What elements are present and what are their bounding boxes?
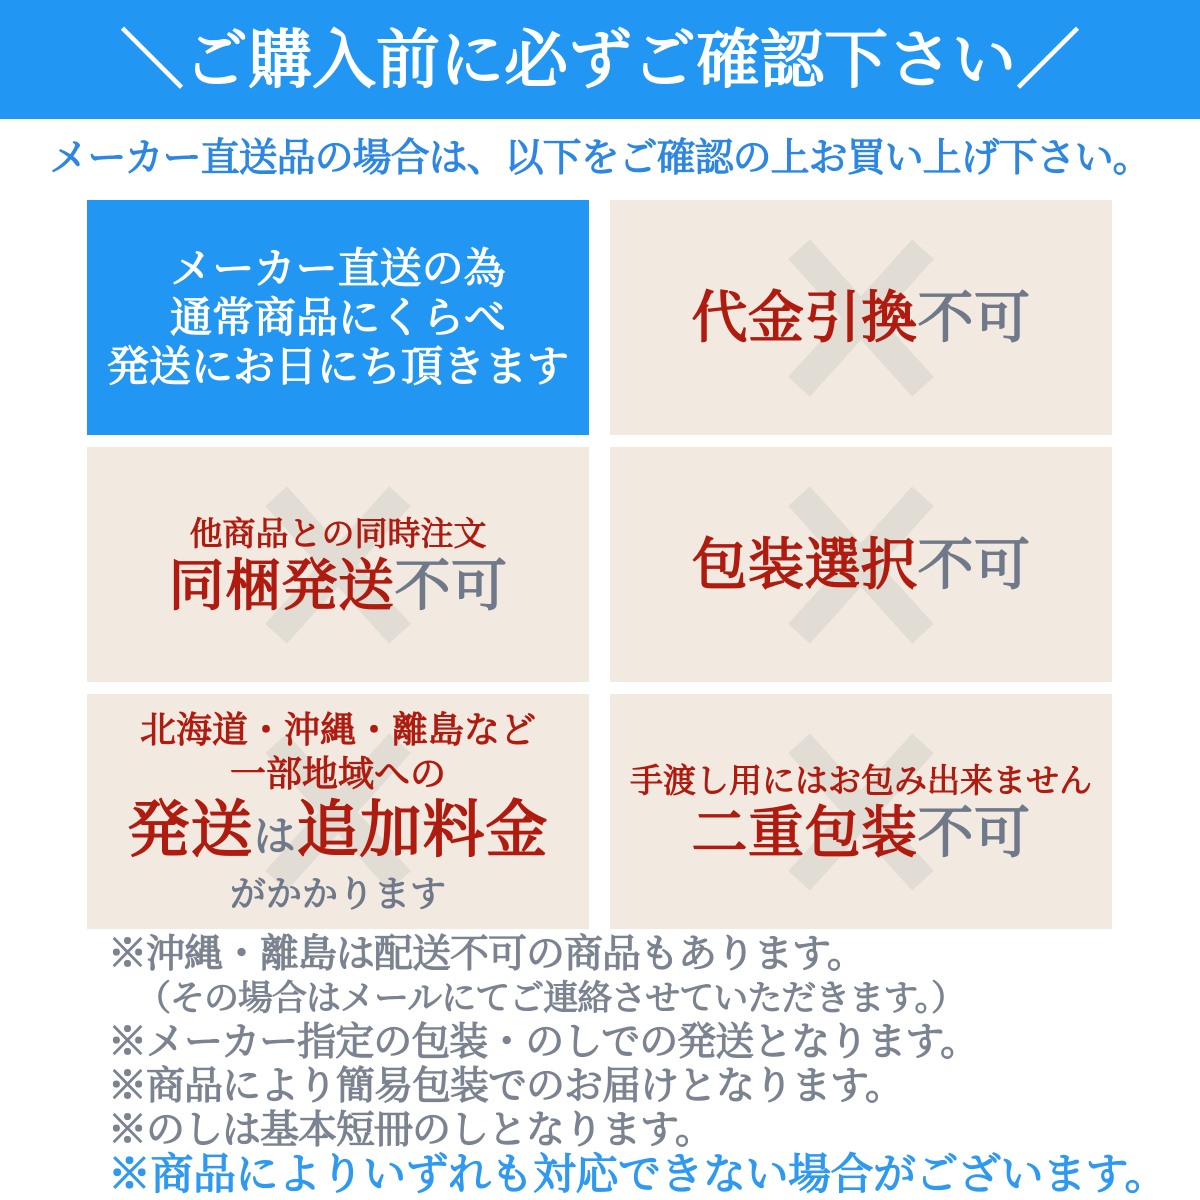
direct-line-2: 通常商品にくらべ — [169, 294, 506, 341]
remote-fee-label: 追加料金 — [296, 795, 549, 865]
double-wrap-main-line — [692, 802, 1031, 864]
direct-shipping-text — [87, 244, 589, 391]
giftwrap-selection-box — [610, 447, 1112, 682]
subheader-text: メーカー直送品の場合は、以下をご確認の上お買い上げ下さい。 — [49, 137, 1151, 180]
cod-suffix: 不可 — [917, 285, 1031, 349]
note-maker-wrapping: ※メーカー指定の包装・のしでの発送となります。 — [108, 1021, 979, 1064]
double-wrap-suffix: 不可 — [917, 800, 1031, 864]
remote-shipping-label: 発送 — [127, 795, 254, 865]
cod-main-line — [692, 287, 1031, 349]
note-email-contact: （その場合はメールにてご連絡させていただきます。） — [136, 979, 966, 1018]
double-wrap-text — [610, 760, 1112, 864]
double-wrap-sub-line: 手渡し用にはお包み出来ません — [630, 761, 1092, 799]
footnotes — [108, 933, 1200, 1197]
note-simple-packaging: ※商品により簡易包装でのお届けとなります。 — [108, 1065, 903, 1108]
bundle-label: 同梱発送 — [168, 553, 395, 617]
note-not-supported: ※商品によりいずれも対応できない場合がございます。 — [108, 1151, 1168, 1199]
note-okinawa: ※沖縄・離島は配送不可の商品もあります。 — [108, 933, 865, 976]
bundle-main-line — [169, 555, 508, 617]
direct-line-3: 発送にお日にち頂きます — [106, 343, 569, 390]
cod-not-available-box — [610, 200, 1112, 435]
remote-sub-line-1: 北海道・沖縄・離島など — [139, 708, 536, 750]
cod-label: 代金引換 — [691, 285, 918, 349]
giftwrap-main-line — [692, 534, 1031, 596]
bundle-sub-line: 他商品との同時注文 — [189, 514, 487, 552]
giftwrap-suffix: 不可 — [917, 532, 1031, 596]
remote-tail-line: がかかります — [229, 872, 446, 914]
double-wrap-box — [610, 694, 1112, 929]
direct-line-1: メーカー直送の為 — [170, 245, 506, 292]
remote-area-fee-box — [87, 694, 589, 929]
bundle-text — [87, 513, 589, 617]
direct-shipping-info-box — [87, 200, 589, 435]
giftwrap-text — [610, 534, 1112, 596]
header-banner — [0, 0, 1200, 119]
bundle-shipping-box — [87, 447, 589, 682]
remote-particle: は — [253, 812, 297, 860]
remote-area-text — [87, 708, 589, 916]
bundle-suffix: 不可 — [394, 553, 508, 617]
remote-sub-line-2: 一部地域への — [229, 752, 446, 794]
remote-main-line — [127, 796, 548, 872]
note-noshi: ※のしは基本短冊のしとなります。 — [108, 1109, 713, 1152]
giftwrap-label: 包装選択 — [691, 532, 918, 596]
cod-text — [610, 287, 1112, 349]
double-wrap-label: 二重包装 — [691, 800, 918, 864]
page-title: ＼ご購入前に必ずご確認下さい／ — [120, 23, 1080, 96]
